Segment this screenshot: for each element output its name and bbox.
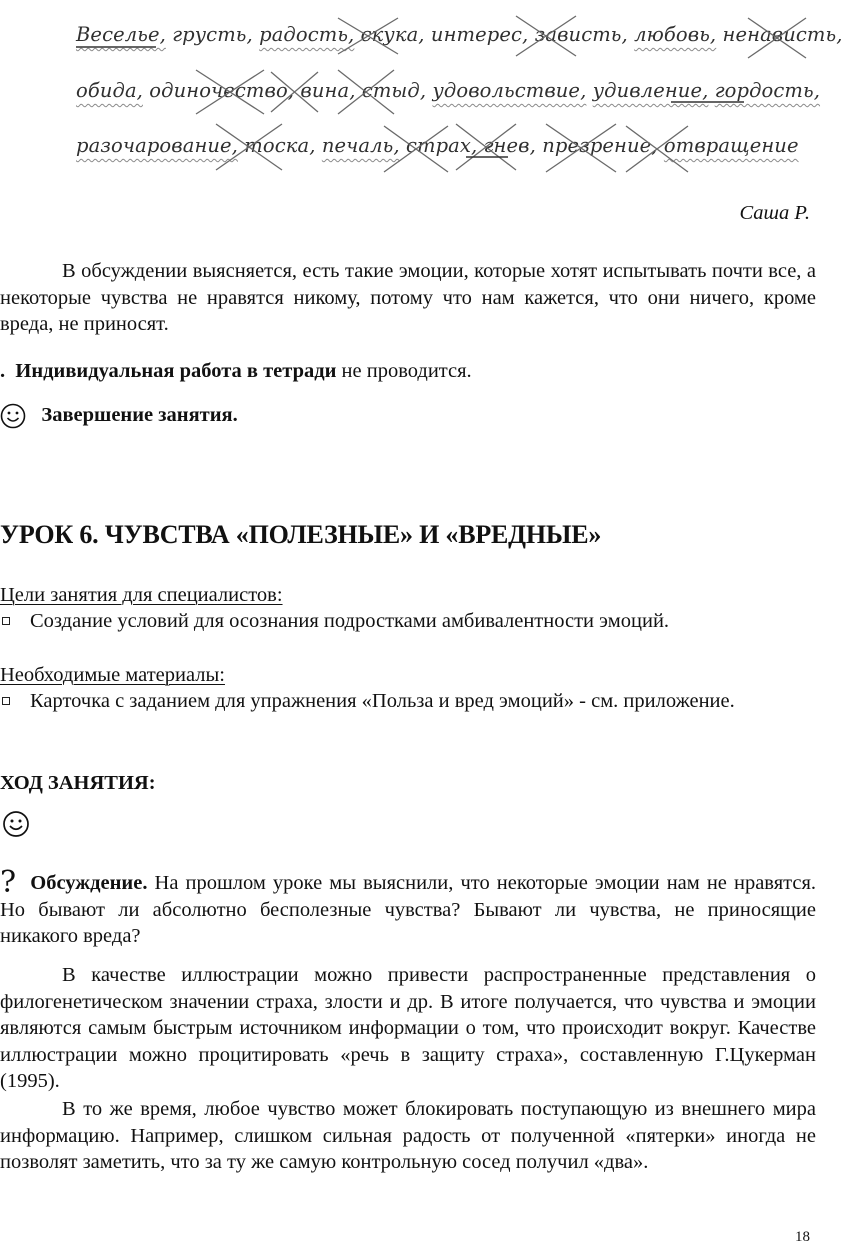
card-word: тоска, xyxy=(244,134,316,157)
card-word: печаль, xyxy=(321,134,400,157)
materials-heading: Необходимые материалы: xyxy=(0,664,225,686)
goals-list-item: Создание условий для осознания подростками амбивалентности эмоций. xyxy=(0,608,816,635)
card-word: любовь, xyxy=(634,23,717,46)
card-word: страх, xyxy=(405,134,478,157)
discussion-label: Обсуждение. xyxy=(30,872,148,894)
closing-label: Завершение занятия. xyxy=(41,404,238,426)
individual-work-text: не проводится. xyxy=(336,360,472,382)
card-word: удивление, xyxy=(592,79,709,102)
closing-line xyxy=(0,402,238,429)
card-word: вина, xyxy=(300,79,356,102)
card-word: Веселье, xyxy=(76,23,166,46)
author-signature: Саша Р. xyxy=(739,202,810,224)
card-word: грусть, xyxy=(172,23,253,46)
emotions-card-image xyxy=(76,10,843,180)
page-number: 18 xyxy=(795,1229,810,1245)
card-word: обида, xyxy=(76,79,143,102)
blocking-paragraph: В то же время, любое чувство может блокировать поступающую из внешнего мира информацию. Например, слишком сильная радость от полученной «пятерки» иногда не позволят заметить, что за ту же самую контрольную сосед получил «два». xyxy=(0,1098,816,1173)
card-word: скука, xyxy=(360,23,425,46)
square-bullet-icon xyxy=(2,697,10,705)
materials-list-item: Карточка с заданием для упражнения «Польза и вред эмоций» - см. приложение. xyxy=(0,688,816,715)
card-word: стыд, xyxy=(361,79,427,102)
individual-work-line xyxy=(0,358,472,385)
course-heading: ХОД ЗАНЯТИЯ: xyxy=(0,772,156,794)
card-word: гнев, xyxy=(483,134,536,157)
lesson-title: УРОК 6. ЧУВСТВА «ПОЛЕЗНЫЕ» И «ВРЕДНЫЕ» xyxy=(0,520,602,549)
cross-out-marks xyxy=(76,10,816,180)
discussion-text: На прошлом уроке мы выяснили, что некоторые эмоции нам не нравятся. Но бывают ли абсолютно бесполезные чувства? Бывают ли чувства, не приносящие никакого вреда? xyxy=(0,872,817,947)
card-word: отвращение xyxy=(663,134,799,157)
square-bullet-icon xyxy=(2,617,10,625)
card-word: зависть, xyxy=(534,23,628,46)
card-word: одиночество, xyxy=(149,79,295,102)
card-word: удовольствие, xyxy=(432,79,587,102)
smiley-icon xyxy=(0,403,26,429)
card-word: интерес, xyxy=(430,23,529,46)
smiley-icon xyxy=(2,810,30,838)
individual-work-label: Индивидуальная работа в тетради xyxy=(15,360,337,382)
discussion-paragraph xyxy=(0,865,817,950)
card-word: презрение, xyxy=(542,134,658,157)
card-word: радость, xyxy=(259,23,355,46)
discussion-result-paragraph: В обсуждении выясняется, есть такие эмоции, которые хотят испытывать почти все, а некоторые чувства не нравятся никому, потому что нам кажется, что они ничего, кроме вреда, не приносят. xyxy=(0,260,816,335)
card-word: ненависть, xyxy=(722,23,843,46)
card-word: разочарование, xyxy=(76,134,238,157)
card-word: гордость, xyxy=(714,79,821,102)
question-mark-icon: ? xyxy=(0,865,17,900)
goals-heading: Цели занятия для специалистов: xyxy=(0,584,283,606)
bullet-dot: . xyxy=(0,360,6,382)
illustration-paragraph: В качестве иллюстрации можно привести распространенные представления о филогенетическом значении страха, злости и др. В итоге получается, что чувства и эмоции являются самым быстрым источником информации о том, что происходит вокруг. Качестве иллюстрации можно процитировать «речь в защиту страха», составленную Г.Цукерман (1995). xyxy=(0,964,816,1092)
